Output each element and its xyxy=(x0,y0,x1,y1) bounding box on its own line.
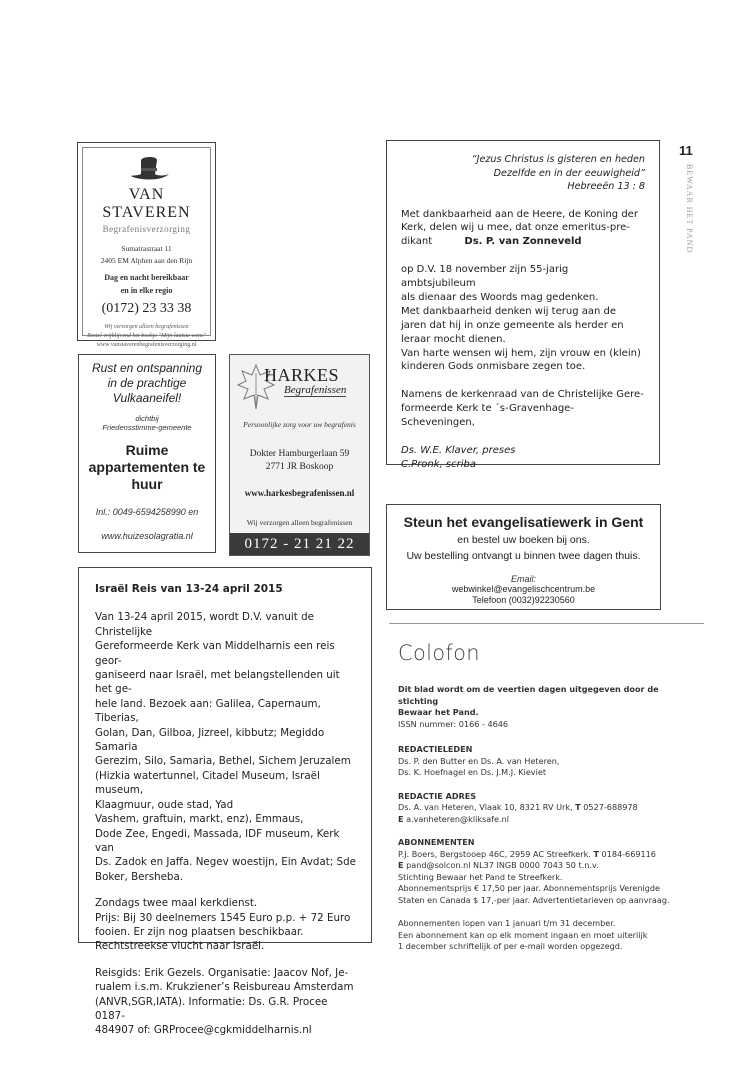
vanstaveren-availability2: en in elke regio xyxy=(120,286,173,295)
colofon-intro2: Bewaar het Pand. xyxy=(398,707,479,717)
signature-scriba: C.Pronk, scriba xyxy=(401,459,476,470)
text-line: Golan, Dan, Gilboa, Jizreel, kibbutz; Megiddo Samaria xyxy=(95,726,325,754)
text-line: leraar mocht dienen. xyxy=(401,333,506,345)
vulkaan-big3: huur xyxy=(131,476,163,492)
text-line: op D.V. 18 november zijn 55-jarig ambtsjubileum xyxy=(401,264,569,290)
colofon-adres-heading: REDACTIE ADRES xyxy=(398,790,477,801)
israel-title: Israël Reis van 13-24 april 2015 xyxy=(95,583,283,595)
text-line: Boker, Bersheba. xyxy=(95,870,184,883)
colofon-abo1: P.J. Boers, Bergstooep 46C, 2959 AC Streefkerk. xyxy=(398,848,594,859)
harkes-address2: 2771 JR Boskoop xyxy=(265,462,334,472)
text-line: Gereformeerde Kerk van Middelharnis een reis geor- xyxy=(95,640,335,667)
text-line: Namens de kerkenraad van de Christelijke Gere- xyxy=(401,389,644,401)
colofon-abo1-line xyxy=(398,849,698,861)
text-line: kinderen Gods onmisbare zegen toe. xyxy=(401,361,586,373)
colofon-adres2-e: E xyxy=(398,813,404,824)
text-line: Prijs: Bij 30 deelnemers 1545 Euro p.p. + 72 Euro xyxy=(95,911,351,924)
harkes-url[interactable]: www.harkesbegrafenissen.nl xyxy=(244,488,355,498)
colofon-adres2[interactable]: a.vanheteren@kliksafe.nl xyxy=(403,813,509,824)
colofon-abo4: Abonnementsprijs € 17,50 per jaar. Abonnementsprijs Verenigde xyxy=(398,883,661,893)
text-line: formeerde Kerk te ´s-Gravenhage-Scheveningen, xyxy=(401,403,574,429)
colofon-intro1: Dit blad wordt om de veertien dagen uitgegeven door de stichting xyxy=(398,684,659,706)
vanstaveren-title: VAN STAVEREN xyxy=(102,186,191,221)
harkes-alleen: Wij verzorgen alleen begrafenissen xyxy=(246,518,353,527)
text-line: als dienaar des Woords mag gedenken. xyxy=(401,291,599,303)
gent-email-label: Email: xyxy=(510,574,536,584)
colofon-note3: 1 december schriftelijk of per e-mail worden opgezegd. xyxy=(398,941,623,951)
text-line: Met dankbaarheid aan de Heere, de Koning der xyxy=(401,208,638,220)
vulkaan-url[interactable]: www.huizesolagratia.nl xyxy=(101,531,193,541)
israel-paragraph-1 xyxy=(95,610,357,884)
israel-article xyxy=(78,567,372,1037)
signature-preses: Ds. W.E. Klaver, preses xyxy=(401,445,516,457)
vanstaveren-address1: Sumatrastraat 11 xyxy=(121,244,172,253)
vanstaveren-slogan: Wij verzorgen alleen begrafenissen xyxy=(104,324,189,330)
vanstaveren-url[interactable]: www.vanstaverenbegrafenisverzorging.nl xyxy=(96,342,197,348)
vulkaan-info: Inl.: 0049-6594258990 en xyxy=(95,507,199,517)
vulkaan-small2: Friedensstimme-gemeente xyxy=(102,423,192,432)
text-line: Kerk, delen wij u mee, dat onze emeritus-pre- xyxy=(401,222,630,234)
colofon-adres1-line xyxy=(398,802,698,814)
colofon-adres2-line xyxy=(398,814,698,826)
vulkaan-small1: dichtbij xyxy=(135,414,159,423)
harkes-subtitle: Begrafenissen xyxy=(284,384,347,396)
vanstaveren-subtitle: Begrafenisverzorging xyxy=(102,224,191,234)
harkes-address1: Dokter Hamburgerlaan 59 xyxy=(249,449,350,459)
colofon-redactie-heading: REDACTIELEDEN xyxy=(398,744,473,754)
text-line: dikant xyxy=(401,236,433,248)
page-number: 11 xyxy=(679,143,693,158)
text-line: (ANVR,SGR,IATA). Informatie: Ds. G.R. Procee 0187- xyxy=(95,995,328,1022)
vulkaan-line1: Rust en ontspanning xyxy=(91,361,203,375)
vulkaan-line2: in de prachtige xyxy=(107,376,187,390)
vulkaan-ad xyxy=(78,354,216,553)
colofon-abo2-line xyxy=(398,860,698,872)
colofon-divider xyxy=(389,623,704,624)
israel-paragraph-2 xyxy=(95,896,357,954)
jubilee-paragraph-3 xyxy=(401,388,645,430)
hat-icon xyxy=(127,154,171,184)
text-line: Reisgids: Erik Gezels. Organisatie: Jaacov Nof, Je- xyxy=(95,966,349,979)
vanstaveren-availability1: Dag en nacht bereikbaar xyxy=(104,273,189,282)
jubilee-name: Ds. P. van Zonneveld xyxy=(464,236,582,248)
colofon-note2: Een abonnement kan op elk moment ingaan en moet uiterlijk xyxy=(398,929,648,940)
israel-paragraph-3 xyxy=(95,966,357,1038)
quote-reference: Hebreeën 13 : 8 xyxy=(567,181,645,192)
harkes-ad xyxy=(229,354,370,556)
colofon-body xyxy=(398,684,698,962)
colofon-abo2[interactable]: pand@solcon.nl NL37 INGB 0000 7043 50 t.n.v. xyxy=(403,860,599,870)
vanstaveren-ad xyxy=(77,142,216,348)
text-line: Zondags twee maal kerkdienst. xyxy=(95,897,258,910)
text-line: (Hizkia watertunnel, Citadel Museum, Israël museum, xyxy=(95,769,320,797)
jubilee-paragraph-2 xyxy=(401,263,645,374)
colofon-abo-heading: ABONNEMENTEN xyxy=(398,837,475,847)
text-line: Ds. Zadok en Jaffa. Negev woestijn, Ein Avdat; Sde xyxy=(95,856,356,869)
side-label: BEWAAR HET PAND xyxy=(685,164,694,254)
jubilee-announcement xyxy=(386,140,660,470)
vulkaan-big1: Ruime xyxy=(125,442,169,458)
text-line: rualem i.s.m. Krukziener’s Reisbureau Amsterdam xyxy=(95,981,354,994)
colofon-adres1: Ds. A. van Heteren, Vlaak 10, 8321 RV Urk, xyxy=(398,802,576,812)
gent-phone: Telefoon (0032)92230560 xyxy=(472,595,575,605)
gent-ad xyxy=(386,504,661,610)
text-line: Van harte wensen wij hem, zijn vrouw en (klein) xyxy=(401,347,641,359)
harkes-title: HARKES xyxy=(264,365,340,385)
gent-email[interactable]: webwinkel@evangelischcentrum.be xyxy=(451,584,596,594)
gent-line1: en bestel uw boeken bij ons. xyxy=(457,534,590,546)
colofon-redactie1: Ds. P. den Butter en Ds. A. van Heteren, xyxy=(398,755,560,766)
text-line: 484907 of: GRProcee@cgkmiddelharnis.nl xyxy=(95,1024,312,1037)
colofon-title: Colofon xyxy=(398,641,480,665)
text-line: Dode Zee, Engedi, Massada, IDF museum, Kerk van xyxy=(95,827,340,854)
gent-title: Steun het evangelisatiewerk in Gent xyxy=(403,514,644,530)
colofon-adres1-t: T xyxy=(575,802,581,812)
vanstaveren-address2: 2405 EM Alphen aan den Rijn xyxy=(100,256,193,265)
colofon-redactie2: Ds. K. Hoefnagel en Ds. J.M.J. Kieviet xyxy=(398,767,546,777)
vulkaan-line3: Vulkaaneifel! xyxy=(112,391,182,405)
colofon-abo1-phone: 0184-669116 xyxy=(598,848,656,859)
text-line: Vashem, graftuin, markt, enz), Emmaus, xyxy=(95,813,304,826)
colofon-abo1-t: T xyxy=(593,848,599,859)
text-line: Klaagmuur, oude stad, Yad xyxy=(95,798,234,811)
harkes-phone: 0172 - 21 21 22 xyxy=(230,533,369,555)
text-line: Gerezim, Silo, Samaria, Bethel, Sichem Jeruzalem xyxy=(95,755,351,768)
text-line: Van 13-24 april 2015, wordt D.V. vanuit de Christelijke xyxy=(95,611,314,638)
colofon-issn: ISSN nummer: 0166 - 4646 xyxy=(398,718,509,729)
harkes-zorg: Persoonlijke zorg voor uw begrafenis xyxy=(243,420,356,429)
colofon-note1: Abonnementen lopen van 1 januari t/m 31 december. xyxy=(398,918,616,928)
vulkaan-big2: appartementen te xyxy=(88,459,206,475)
text-line: jaren dat hij in onze gemeente als herder en xyxy=(401,319,624,331)
vanstaveren-phone: (0172) 23 33 38 xyxy=(101,301,192,316)
colofon-adres1-phone: 0527-688978 xyxy=(580,802,638,812)
quote-line1: “Jezus Christus is gisteren en heden xyxy=(471,154,645,165)
colofon-abo3: Stichting Bewaar het Pand te Streefkerk. xyxy=(398,871,563,882)
text-line: fooien. Er zijn nog plaatsen beschikbaar. xyxy=(95,925,304,938)
vanstaveren-booklet: Bestel vrijblijvend het boekje "Mijn laatste wens" xyxy=(87,333,206,339)
gent-line2: Uw bestelling ontvangt u binnen twee dagen thuis. xyxy=(406,550,641,562)
text-line: ganiseerd naar Israël, met belangstellenden uit het ge- xyxy=(95,669,340,696)
colofon-abo5: Staten en Canada $ 17,-per jaar. Advertentietarieven op aanvraag. xyxy=(398,894,670,905)
text-line: Met dankbaarheid denken wij terug aan de xyxy=(401,305,616,317)
colofon-abo2-e: E xyxy=(398,860,404,870)
text-line: hele land. Bezoek aan: Galilea, Capernaum, Tiberias, xyxy=(95,697,321,725)
quote-line2: Dezelfde en in der eeuwigheid” xyxy=(493,167,645,179)
text-line: Rechtstreekse vlucht naar Israël. xyxy=(95,940,265,953)
